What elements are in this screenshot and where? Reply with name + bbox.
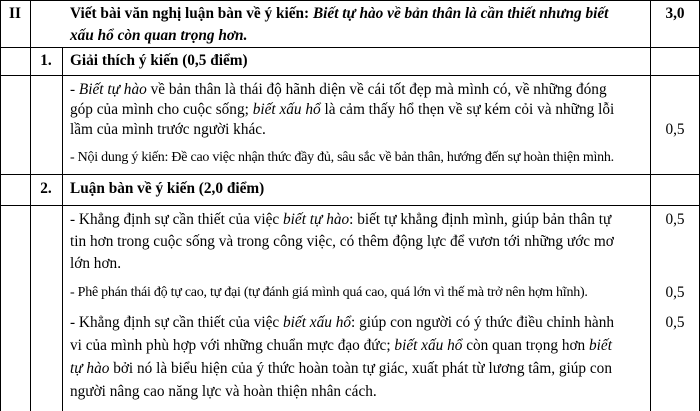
table-border-left xyxy=(0,0,1,411)
table-border-top xyxy=(0,0,700,1)
part2-title: Luận bàn về ý kiến (2,0 điểm) xyxy=(70,180,265,197)
row-divider xyxy=(0,205,700,206)
part1-paragraph-line2 xyxy=(70,101,614,119)
section-heading-quote-2: xấu hổ còn quan trọng hơn. xyxy=(70,27,248,44)
text: - Khẳng định sự cần thiết của việc xyxy=(70,211,284,228)
row-divider xyxy=(0,75,700,76)
row-divider xyxy=(0,47,700,48)
part2-item-a-score: 0,5 xyxy=(665,211,685,228)
text: : giúp con người có ý thức điều chỉnh hành xyxy=(351,314,615,331)
section-heading xyxy=(70,5,608,23)
text: góp của mình cho cuộc sống; xyxy=(70,101,253,118)
part1-paragraph-line3: lầm của mình trước người khác. xyxy=(70,121,266,138)
text: : biết tự khẳng định mình, giúp bản thân tự xyxy=(349,211,612,228)
part2-item-b: - Phê phán thái độ tự cao, tự đại (tự đánh giá mình quá cao, quá lớn vì thế mà trở nên hợm hĩnh). xyxy=(70,285,588,300)
text: vi của mình phù hợp với những chuẩn mực đạo đức; xyxy=(70,337,395,354)
term-biet-xau-ho: biết xấu hổ xyxy=(252,101,321,118)
row-divider xyxy=(0,174,700,175)
dash: - xyxy=(70,81,79,98)
part2-item-c-line3 xyxy=(70,360,612,378)
part1-score: 0,5 xyxy=(665,121,685,138)
part2-item-c-line4: người nâng cao năng lực và hoàn thiện nhân cách. xyxy=(70,383,377,400)
text: còn quan trọng hơn xyxy=(462,337,590,354)
part2-item-c-line2 xyxy=(70,337,612,355)
part2-item-a-line1 xyxy=(70,211,611,229)
term-biet-tu-hao: Biết tự hào xyxy=(78,81,147,98)
text: bởi nó là biểu hiện của ý thức hoàn toàn tự giác, xuất phát từ lương tâm, giúp con xyxy=(109,360,612,377)
term-biet-xau-ho: biết xấu hổ xyxy=(394,337,463,354)
column-divider xyxy=(650,0,651,411)
part1-number: 1. xyxy=(40,52,52,69)
part2-item-a-line3: lớn hơn. xyxy=(70,255,122,272)
term-biet-tu-hao: biết tự hào xyxy=(283,211,350,228)
part1-title: Giải thích ý kiến (0,5 điểm) xyxy=(70,52,248,69)
column-divider xyxy=(62,47,63,411)
text: về bản thân là thái độ hãnh diện về cái tốt đẹp mà mình có, về những đóng xyxy=(146,81,607,98)
part1-paragraph-line1 xyxy=(70,81,607,99)
text: - Khẳng định sự cần thiết của việc xyxy=(70,314,284,331)
section-number: II xyxy=(9,5,21,22)
section-heading-prefix: Viết bài văn nghị luận bàn về ý kiến: xyxy=(70,5,313,22)
part2-item-a-line2: tin hơn trong cuộc sống và trong công việc, có thêm động lực để vươn tới những ước mơ xyxy=(70,233,614,250)
part1-content-note: - Nội dung ý kiến: Đề cao việc nhận thức đầy đủ, sâu sắc về bản thân, hướng đến sự hoàn thiện mình. xyxy=(70,150,614,165)
text: là cảm thấy hổ thẹn về sự kém cỏi và những lỗi xyxy=(320,101,615,118)
part2-item-c-line1 xyxy=(70,314,614,332)
term-biet: biết xyxy=(589,337,612,354)
part2-item-c-score: 0,5 xyxy=(665,314,685,331)
section-heading-quote-1: Biết tự hào về bản thân là cần thiết nhưng biết xyxy=(312,5,609,22)
section-total-score: 3,0 xyxy=(665,5,685,22)
term-biet-xau-ho: biết xấu hổ xyxy=(283,314,352,331)
part2-number: 2. xyxy=(40,180,52,197)
part2-item-b-score: 0,5 xyxy=(665,284,685,301)
term-tu-hao: tự hào xyxy=(70,360,110,377)
